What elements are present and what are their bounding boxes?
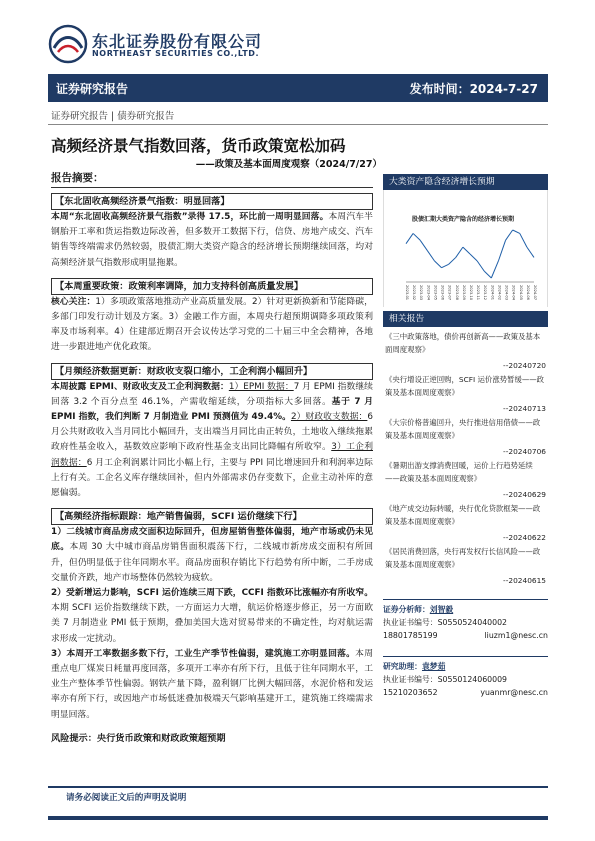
section-heading: 【本周重要政策：政策利率调降，加力支持科创高质量发展】	[51, 278, 373, 295]
chart-x-tick-label: 2023-12	[483, 285, 488, 301]
related-report-date: --20240622	[503, 533, 546, 542]
risk-warning: 风险提示：央行货币政策和财政政策超预期	[51, 732, 226, 744]
chart-x-tick-label: 2023-04	[426, 285, 431, 301]
page-title: 高频经济景气指数回落，货币政策宽松加码	[51, 137, 346, 155]
section-paragraph	[51, 210, 373, 271]
section-heading: 【高频经济指标跟踪：地产销售偏弱，SCFI 运价继续下行】	[51, 508, 373, 525]
chart-x-tick-label: 2024-06	[525, 285, 530, 301]
text-run: 核心关注：	[51, 296, 96, 307]
text-run: 7 月 EPMI 指数继续回落 3.2 个百分点至 46.1%，产需收缩延续，分项指标大多回落。	[51, 381, 373, 407]
summary-section	[51, 278, 373, 356]
summary-section	[51, 193, 373, 271]
chart-heading: 大类资产隐含经济增长预期	[383, 174, 548, 190]
text-run: 1）二线城市商品房成交面积边际回升，但房屋销售整体偏弱，地产市场或仍未见底。	[51, 527, 373, 553]
report-banner	[48, 74, 548, 102]
text-run: 本周汽车半钢胎开工率和货运指数边际改善，但多数开工数据下行，信贷、房地产成交、汽车销售等终端需求仍然较弱，股债汇期大类资产隐含的经济增长预期继续回落，均对高频经济景气指数形成明显拖累。	[51, 212, 373, 268]
chart-line-segment	[434, 261, 441, 268]
chart-line-segment	[470, 254, 477, 261]
footer-bar	[48, 816, 548, 820]
brand-name-en: NORTHEAST SECURITIES CO.,LTD.	[92, 49, 260, 58]
related-report-link[interactable]: 《三中政策落地，债价再创新高——政策及基本面周度观察》	[385, 332, 541, 354]
section-paragraph	[51, 525, 373, 586]
text-run: 3）工企利润数据：	[51, 442, 373, 468]
analyst-name[interactable]: 刘智毅	[429, 605, 454, 614]
chart-x-tick-label: 2023-10	[469, 285, 473, 301]
analyst-email[interactable]: yuanmr@nesc.cn	[480, 688, 548, 697]
chart-x-tick-label: 2024-04	[511, 285, 516, 301]
related-heading: 相关报告	[383, 311, 548, 327]
publish-date: 发布时间：2024-7-27	[409, 82, 538, 96]
analyst-card	[383, 656, 548, 699]
chart-x-tick-label: 2024-05	[518, 285, 523, 301]
chart-x-tick-label: 2024-01	[490, 285, 495, 301]
related-report-date: --20240615	[503, 576, 546, 585]
chart-line-segment	[406, 233, 413, 243]
chart-line-segment	[513, 230, 520, 233]
analyst-card	[383, 599, 548, 642]
text-run: 6 月公共财政收入当月同比小幅回升，支出端当月同比由正转负，土地收入继续拖累政府性基金收入，基数效应影响下政府性基金支出同比降幅有所收窄。	[51, 412, 373, 453]
chart-x-tick-label: 2024-02	[497, 285, 502, 301]
chart-line-segment	[449, 257, 456, 264]
chart-line-segment	[427, 251, 434, 261]
related-report-date: --20240713	[503, 404, 546, 413]
related-report-date: --20240706	[503, 447, 546, 456]
chart-x-tick-label: 2024-07	[533, 285, 537, 301]
text-run: 本周披露 EPMI、财政收支及工企利润数据：	[51, 381, 229, 392]
chart-x-tick-label: 2023-06	[440, 285, 445, 301]
analyst-role: 证券分析师：	[383, 605, 430, 614]
chart-line-segment	[420, 240, 427, 250]
related-reports	[383, 330, 548, 585]
chart-line-segment	[463, 247, 470, 254]
disclaimer-link[interactable]: 请务必阅读正文后的声明及说明	[66, 793, 187, 803]
analyst-role: 研究助理：	[383, 662, 422, 671]
section-paragraph	[51, 380, 373, 502]
chart-x-tick-label: 2023-07	[447, 285, 452, 301]
related-report-link[interactable]: 《大宗价格普遍回升，央行推进信用借债——政策及基本面周度观察》	[385, 418, 541, 440]
chart-line-segment	[484, 271, 491, 278]
chart-line-segment	[527, 247, 534, 257]
section-paragraph	[51, 295, 373, 356]
analyst-phone: 18801785199	[383, 631, 438, 640]
chart-title: 股债汇期大类资产隐含的经济增长预期	[412, 216, 515, 223]
chart-svg	[384, 190, 547, 307]
chart-line-segment	[477, 261, 484, 271]
related-report-link[interactable]: 《居民消费回落，央行再发权行长信风险——政策及基本面周度观察》	[385, 547, 541, 569]
section-heading: 【月频经济数据更新：财政收支裂口缩小，工企利润小幅回升】	[51, 363, 373, 380]
chart-line-segment	[506, 230, 513, 240]
chart-x-tick-label: 2024-03	[504, 285, 509, 301]
chart-x-tick-label: 2023-03	[419, 285, 424, 301]
related-report-link[interactable]: 《暑期出游支撑消费回暖，运价上行趋势延续——政策及基本面周度观察》	[385, 461, 533, 483]
text-run: 1）EPMI 数据：	[228, 381, 294, 392]
section-paragraph	[51, 586, 373, 647]
analyst-cert: 执业证书编号：S0550124060009	[383, 675, 508, 684]
related-report-link[interactable]: 《央行增设正逆回购，SCFI 运价涨势暂缓——政策及基本面周度观察》	[385, 375, 545, 397]
chart-x-tick-label: 2023-11	[476, 285, 481, 301]
analyst-email[interactable]: liuzm1@nesc.cn	[484, 631, 548, 640]
growth-expectation-chart	[383, 190, 548, 307]
chart-line-segment	[413, 233, 420, 240]
text-run: 本周“东北固收高频经济景气指数”录得 17.5，环比前一周明显回落。	[51, 212, 329, 222]
divider	[48, 124, 548, 125]
summary-section	[51, 508, 373, 723]
text-run: 2）受新增运力影响，SCFI 运价连续三周下跌，CCFI 指数环比涨幅亦有所收窄。	[51, 588, 373, 599]
text-run: 本周 30 大中城市商品房销售面积震荡下行，二线城市新房成交面积有所回升，但仍明显低于往年同期水平。商品房面积存销比下行趋势有所中断，二手房成交量价齐跌，地产市场整体仍然较为疲软。	[51, 542, 373, 583]
summary-heading: 报告摘要：	[51, 170, 373, 188]
footer-divider	[48, 786, 548, 788]
chart-x-tick-label: 2023-05	[433, 285, 438, 301]
text-run: 基于 7 月 EPMI 指数，我们判断 7 月制造业 PMI 预测值为 49.4%。	[51, 396, 374, 423]
chart-line-segment	[491, 261, 498, 278]
summary-column	[51, 170, 373, 744]
chart-line-segment	[498, 240, 505, 261]
summary-section	[51, 363, 373, 502]
brand-name-cn: 东北证券股份有限公司	[92, 32, 263, 51]
chart-x-tick-label: 2023-01	[405, 285, 409, 301]
breadcrumb: 证券研究报告 | 债券研究报告	[51, 111, 175, 122]
text-run: 1）多项政策落地推动产业高质量发展。2）针对更新换新和节能降碳，多部门印发行动计划及方案。3）金融工作方面，本周央行超预期调降多项政策利率及市场利率。4）住建部近期召开会议传达学习党的二十届三中全会精神，各地进一步跟进地产优化政策。	[51, 296, 373, 353]
text-run: 3）本周开工率数据多数下行，工业生产季节性偏弱，建筑施工亦明显回落。	[51, 648, 356, 659]
brand-logo	[48, 24, 288, 64]
analyst-cert: 执业证书编号：S0550524040002	[383, 618, 508, 627]
logo-emblem-icon	[48, 24, 88, 64]
report-type-label: 证券研究报告	[56, 82, 129, 96]
section-heading: 【东北固收高频经济景气指数：明显回落】	[51, 193, 373, 210]
chart-x-tick-label: 2023-08	[454, 285, 459, 301]
chart-line-segment	[520, 233, 527, 247]
related-report-date: --20240629	[503, 490, 546, 499]
analyst-name[interactable]: 袁梦茹	[421, 662, 446, 671]
text-run: 本期 SCFI 运价指数继续下跌，一方面运力大增，航运价格逐步修正，另一方面欧美 7 月制造业 PMI 低于预期，叠加美国大选对贸易带来的不确定性，均对航运需求形成一定扰动。	[51, 603, 373, 644]
sidebar	[383, 174, 548, 699]
analyst-phone: 15210203652	[383, 688, 438, 697]
text-run: 本周重点电厂煤炭日耗量再度回落，多项开工率亦有所下行，且低于往年同期水平，工业生产整体季节性偏弱。钢铁产量下降，盈利钢厂比例大幅回落，水泥价格和发运率亦有所下行，或因地产市场低迷叠加极端天气影响基建开工，建筑施工终端需求明显回落。	[51, 648, 373, 720]
related-report-link[interactable]: 《地产成交边际转暖，央行优化贷款框架——政策及基本面周度观察》	[385, 504, 541, 526]
chart-x-tick-label: 2023-09	[461, 285, 466, 301]
text-run: 2）财政收支数据：	[290, 412, 368, 423]
chart-line-segment	[442, 264, 449, 267]
related-report-date: --20240720	[503, 361, 546, 370]
chart-line-segment	[456, 247, 463, 257]
chart-x-tick-label: 2023-02	[412, 285, 417, 301]
section-paragraph	[51, 647, 373, 723]
page-subtitle: ——政策及基本面周度观察（2024/7/27）	[195, 159, 382, 170]
text-run: 6 月工企利润累计同比小幅上行，主要与 PPI 同比增速回升和利润率边际上行有关。工企名义库存继续回补，但内外部需求仍存变数下，企业主动补库的意愿偏弱。	[51, 457, 373, 499]
